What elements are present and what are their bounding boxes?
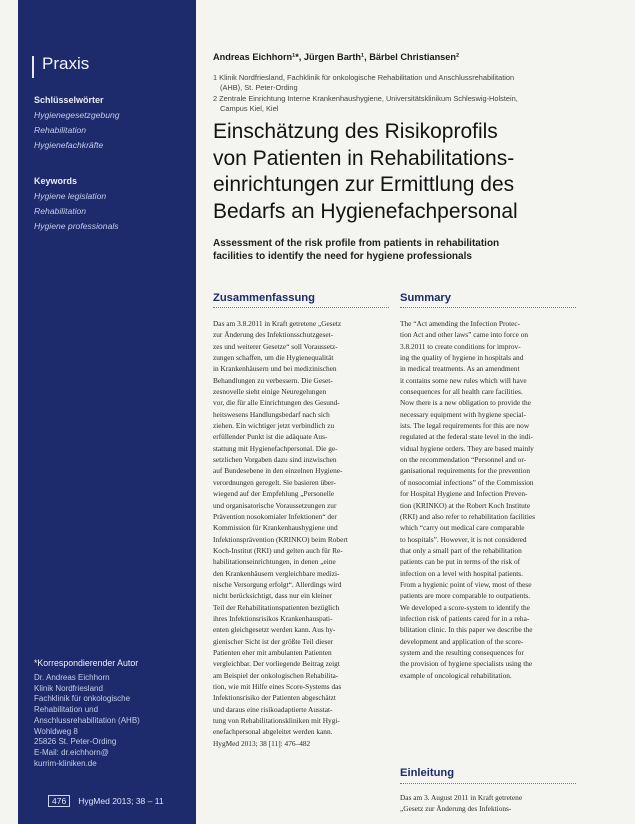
summary-text: [400, 318, 580, 681]
affiliation-line: Campus Kiel, Kiel: [220, 103, 279, 113]
abstract-line-de: zesnovelle sieht einige Neuregelungen: [213, 387, 327, 397]
abstract-line-de: Prävention nosokomialer Infektionen“ der: [213, 511, 337, 521]
abstract-line-de: nische Versorgung erfolgt“. Allerdings wird: [213, 579, 342, 589]
keyword-en: Rehabilitation: [34, 206, 87, 216]
abstract-line-en: example of oncological rehabilitation.: [400, 670, 512, 680]
email-line: kurrim-kliniken.de: [34, 758, 97, 768]
abstract-line-en: for Hospital Hygiene and Infection Preven-: [400, 489, 528, 499]
abstract-line-de: in Krankenhäusern und bei medizinischen: [213, 364, 337, 374]
title-line: Bedarfs an Hygienefachpersonal: [213, 199, 518, 223]
abstract-line-de: zungen schaffen, um die Hygienequalität: [213, 353, 334, 363]
abstract-line-en: infection risk of patients cared for in a reha-: [400, 613, 530, 623]
sidebar: [18, 0, 196, 824]
abstract-line-de: wiegend auf der Empfehlung „Personelle: [213, 489, 335, 499]
abstract-line-en: in medical treatments. As an amendment: [400, 364, 520, 374]
abstract-line-en: The “Act amending the Infection Protec-: [400, 319, 521, 328]
abstract-line-de: tion, wie mit Hilfe eines Score-Systems das: [213, 682, 342, 691]
abstract-line-de: Patienten eher mit ambulanten Patienten: [213, 647, 332, 657]
abstract-line-de: Behandlungen zu verbessern. Die Geset-: [213, 375, 333, 385]
abstract-line-de: und daraus eine risikoadaptierte Ausstat-: [213, 704, 333, 714]
section-marker: [32, 56, 34, 78]
abstract-line-en: ganisational requirements for the prevention: [400, 466, 531, 476]
abstract-line-en: system and the resulting consequences for: [400, 647, 524, 657]
title-line: Einschätzung des Risikoprofils: [213, 120, 498, 143]
address-line: 25826 St. Peter-Ording: [34, 737, 117, 747]
keyword-de: Hygienefachkräfte: [34, 140, 104, 150]
intro-line: Das am 3. August 2011 in Kraft getretene: [400, 793, 523, 802]
abstract-line-de: auf Bundesebene in den einzelnen Hygiene-: [213, 466, 343, 476]
abstract-line-de: ihres Infektionsrisikos Krankenhauspati-: [213, 613, 333, 623]
abstract-line-de: Koch-Institut (RKI) und gelten auch für Re-: [213, 545, 343, 555]
abstract-line-de: vergleichbar. Der vorliegende Beitrag zeigt: [213, 659, 340, 669]
abstract-line-en: We developed a score-system to identify the: [400, 602, 530, 612]
affiliation-line: (AHB), St. Peter-Ording: [220, 83, 298, 93]
address-line: Rehabilitation und: [34, 705, 99, 715]
address-line: Anschlussrehabilitation (AHB): [34, 715, 140, 725]
authors: Andreas Eichhorn¹*, Jürgen Barth¹, Bärbel Christiansen²: [213, 52, 460, 62]
abstract-line-en: Now there is a new obligation to provide the: [400, 398, 531, 408]
abstract-line-de: zes und weiterer Gesetze“ soll Voraussetz-: [213, 341, 338, 351]
abstract-line-en: that only a small part of the rehabilitation: [400, 545, 522, 555]
affiliations: [213, 73, 573, 114]
zusammenfassung-text: [213, 318, 393, 749]
abstract-line-en: it contains some new rules which will have: [400, 375, 527, 385]
abstract-line-en: From a hygienic point of view, most of these: [400, 579, 532, 589]
abstract-line-en: regulated at the federal state level in the indi-: [400, 432, 533, 442]
abstract-line-en: ing the quality of hygiene in hospitals and: [400, 353, 524, 363]
title-line: von Patienten in Rehabilitations-: [213, 146, 515, 170]
abstract-line-de: den Krankenhäusern vergleichbare medizi-: [213, 568, 340, 578]
abstract-line-en: which “carry out medical care comparable: [400, 523, 525, 533]
abstract-line-de: Das am 3.8.2011 in Kraft getretene „Gesetz: [213, 319, 342, 328]
abstract-line-en: tion Act and other laws” came into force on: [400, 330, 529, 340]
heading-rule: [400, 783, 576, 784]
abstract-line-de: gienischer Sicht ist der größte Teil dieser: [213, 636, 334, 646]
keywords-en-title: Keywords: [34, 176, 78, 186]
abstract-line-de: zur Änderung des Infektionsschutzgeset-: [213, 330, 334, 340]
abstract-line-de: setzlichen Vorgaben dazu sind inzwischen: [213, 455, 337, 465]
article-subtitle: [213, 237, 593, 263]
abstract-line-en: of nosocomial infections” of the Commission: [400, 477, 534, 487]
abstract-line-en: 3.8.2011 to create conditions for improv-: [400, 341, 521, 351]
address-line: Klinik Nordfriesland: [34, 683, 103, 693]
journal-citation: HygMed 2013; 38 – 11: [78, 796, 164, 806]
abstract-line-de: HygMed 2013; 38 [11]: 476–482: [213, 738, 311, 748]
page-number: 476: [48, 795, 70, 807]
zusammenfassung-heading: Zusammenfassung: [213, 292, 315, 304]
corresponding-author-address: [34, 673, 140, 769]
abstract-line-en: (RKI) and also refer to rehabilitation facilities: [400, 511, 535, 521]
keyword-de: Hygienegesetzgebung: [34, 110, 120, 120]
keyword-en: Hygiene legislation: [34, 191, 107, 201]
abstract-line-de: heitswesens Handlungsbedarf nach sich: [213, 409, 330, 419]
keyword-en: Hygiene professionals: [34, 221, 119, 231]
abstract-line-de: nicht berücksichtigt, dass nur ein kleiner: [213, 591, 333, 601]
abstract-line-de: Infektionsrisiko der Patienten abgeschätzt: [213, 693, 336, 703]
abstract-line-de: am Beispiel der onkologischen Rehabilita-: [213, 670, 339, 680]
abstract-line-de: tung von Rehabilitationskliniken mit Hygi-: [213, 716, 340, 726]
abstract-line-de: enefachpersonal abgeleitet werden kann.: [213, 727, 333, 737]
keywords-de-list: [34, 108, 120, 153]
heading-rule: [213, 307, 389, 308]
abstract-line-de: Kommission für Krankenhaushygiene und: [213, 523, 338, 533]
address-line: Fachklinik für onkologische: [34, 694, 131, 704]
einleitung-heading: Einleitung: [400, 767, 455, 779]
affiliation-line: 1 Klinik Nordfriesland, Fachklinik für onkologische Rehabilitation und Anschlussrehabilitation: [213, 73, 515, 82]
abstract-line-de: Teil der Rehabilitationspatienten bezüglich: [213, 602, 340, 612]
abstract-line-en: infection on a level with hospital patients.: [400, 568, 523, 578]
section-label: Praxis: [42, 54, 90, 73]
keywords-de-title: Schlüsselwörter: [34, 95, 104, 105]
subtitle-line: facilities to identify the need for hygiene professionals: [213, 251, 472, 262]
page-footer: [48, 795, 164, 807]
keyword-de: Rehabilitation: [34, 125, 87, 135]
abstract-line-en: necessary equipment with hygiene special-: [400, 409, 527, 419]
abstract-line-en: the provision of hygiene specialists using the: [400, 659, 533, 669]
intro-line: „Gesetz zur Änderung des Infektions-: [400, 804, 512, 814]
abstract-line-de: habilitationseinrichtungen, in denen „eine: [213, 557, 336, 567]
abstract-line-de: erfüllender Punkt ist die adäquate Aus-: [213, 432, 328, 442]
abstract-line-de: ziehen. Ein wichtiger jetzt verbindlich zu: [213, 421, 335, 431]
abstract-line-de: enten gleichgesetzt werden kann. Aus hy-: [213, 625, 336, 635]
abstract-line-en: to hospitals”. However, it is not considered: [400, 534, 527, 544]
affiliation-line: 2 Zentrale Einrichtung Interne Krankenhaushygiene, Universitätsklinikum Schleswig-Holstein,: [213, 93, 518, 103]
address-line: Dr. Andreas Eichhorn: [34, 673, 110, 682]
abstract-line-de: verordnungen geregelt. Sie basieren über-: [213, 477, 336, 487]
heading-rule: [400, 307, 576, 308]
email-line: E-Mail: dr.eichhorn@: [34, 747, 109, 757]
abstract-line-en: patients can be put in terms of the risk of: [400, 557, 521, 567]
abstract-line-en: tion (KRINKO) at the Robert Koch Institute: [400, 500, 531, 510]
summary-heading: Summary: [400, 292, 451, 304]
abstract-line-en: vidual hygiene orders. They are based mainly: [400, 443, 534, 453]
abstract-line-en: on the recommendation “Personnel and or-: [400, 455, 527, 465]
abstract-line-de: Infektionsprävention (KRINKO) beim Robert: [213, 534, 348, 544]
article-title: [213, 119, 613, 225]
abstract-line-en: development and application of the score-: [400, 636, 524, 646]
abstract-line-en: ists. The legal requirements for this are now: [400, 421, 530, 431]
einleitung-text: [400, 792, 580, 815]
keywords-en-list: [34, 189, 119, 234]
abstract-line-en: consequences for all health care facilities.: [400, 387, 523, 397]
abstract-line-en: bilitation clinic. In this paper we describe the: [400, 625, 533, 635]
subtitle-line: Assessment of the risk profile from patients in rehabilitation: [213, 238, 500, 249]
address-line: Wohldweg 8: [34, 726, 78, 736]
corresponding-author-title: *Korrespondierender Autor: [34, 658, 139, 668]
abstract-line-en: patients are more comparable to outpatients.: [400, 591, 531, 601]
abstract-line-de: vor, die für alle Einrichtungen des Gesund-: [213, 398, 340, 408]
abstract-line-de: und organisatorische Voraussetzungen zur: [213, 500, 337, 510]
title-line: einrichtungen zur Ermittlung des: [213, 173, 515, 196]
abstract-line-de: stattung mit Hygienefachpersonal. Die ge-: [213, 443, 338, 453]
